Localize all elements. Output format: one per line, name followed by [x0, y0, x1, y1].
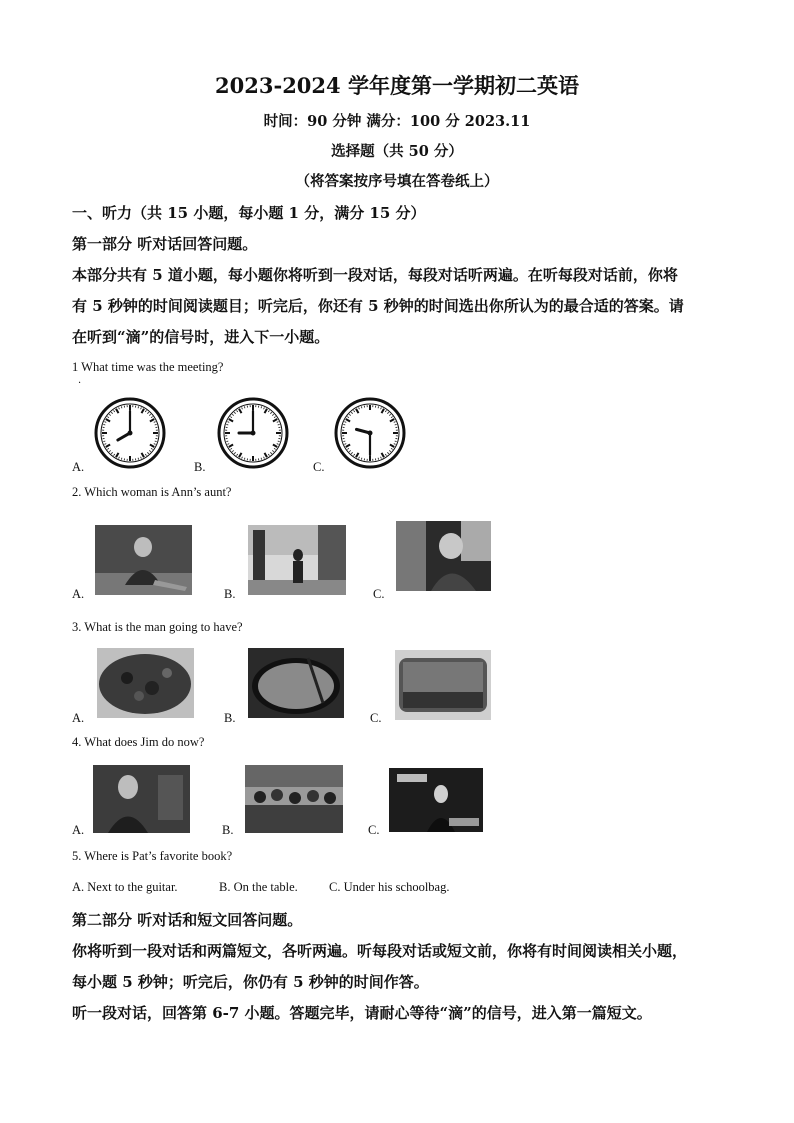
option-c: C.: [313, 460, 325, 474]
question-2: 2. Which woman is Ann’s aunt?: [72, 485, 232, 499]
question-1: 1 What time was the meeting?: [72, 360, 224, 374]
question-4: 4. What does Jim do now?: [72, 735, 205, 749]
photo-tv-host: [389, 768, 483, 832]
part2-subheading: 第二部分 听对话和短文回答问题。: [72, 911, 303, 929]
listening-heading: 一、听力（共 15 小题，每小题 1 分，满分 15 分）: [72, 204, 426, 222]
part2-instruction-line: 你将听到一段对话和两篇短文，各听两遍。听每段对话或短文前，你将有时间阅读相关小题，: [72, 942, 688, 960]
option-b: B.: [224, 587, 236, 601]
exam-title: 2023-2024 学年度第一学期初二英语: [215, 73, 579, 98]
part2-instruction-line: 每小题 5 秒钟；听完后，你仍有 5 秒钟的时间作答。: [72, 973, 429, 991]
option-b: B.: [224, 711, 236, 725]
photo-group-people: [245, 765, 343, 833]
clock-icon: [217, 397, 289, 469]
answer-note: （将答案按序号填在答卷纸上）: [295, 173, 499, 190]
photo-woman-sitting: [95, 525, 192, 595]
clock-icon: [334, 397, 406, 469]
option-a: A.: [72, 587, 85, 601]
option-c: C.: [373, 587, 385, 601]
option-a: A.: [72, 460, 85, 474]
question-5: 5. Where is Pat’s favorite book?: [72, 849, 233, 863]
option-a: A. Next to the guitar.: [72, 880, 178, 894]
option-c: C.: [370, 711, 382, 725]
option-c: C.: [368, 823, 380, 837]
part1-instruction-line: 在听到“滴”的信号时，进入下一小题。: [72, 328, 330, 346]
photo-woman-camera: [396, 521, 491, 591]
option-b: B. On the table.: [219, 880, 298, 894]
section-title: 选择题（共 50 分）: [331, 143, 463, 160]
option-a: A.: [72, 711, 85, 725]
option-b: B.: [194, 460, 206, 474]
part1-instruction-line: 本部分共有 5 道小题，每小题你将听到一段对话，每段对话听两遍。在听每段对话前，你将: [72, 266, 678, 284]
option-c: C. Under his schoolbag.: [329, 880, 450, 894]
question-3: 3. What is the man going to have?: [72, 620, 243, 634]
part1-subheading: 第一部分 听对话回答问题。: [72, 235, 258, 253]
option-a: A.: [72, 823, 85, 837]
photo-man-portrait: [93, 765, 190, 833]
exam-meta: 时间：90 分钟 满分：100 分 2023.11: [263, 113, 531, 130]
photo-food-dish: [97, 648, 194, 718]
part2-instruction-line: 听一段对话，回答第 6-7 小题。答题完毕，请耐心等待“滴”的信号，进入第一篇短文。: [72, 1004, 652, 1022]
clock-icon: [94, 397, 166, 469]
photo-food-bowl: [248, 648, 344, 718]
option-b: B.: [222, 823, 234, 837]
photo-food-pancake: [395, 650, 491, 720]
part1-instruction-line: 有 5 秒钟的时间阅读题目；听完后，你还有 5 秒钟的时间选出你所认为的最合适的答案。请: [72, 297, 684, 315]
scan-mark: ·: [78, 378, 82, 389]
photo-woman-walking: [248, 525, 346, 595]
